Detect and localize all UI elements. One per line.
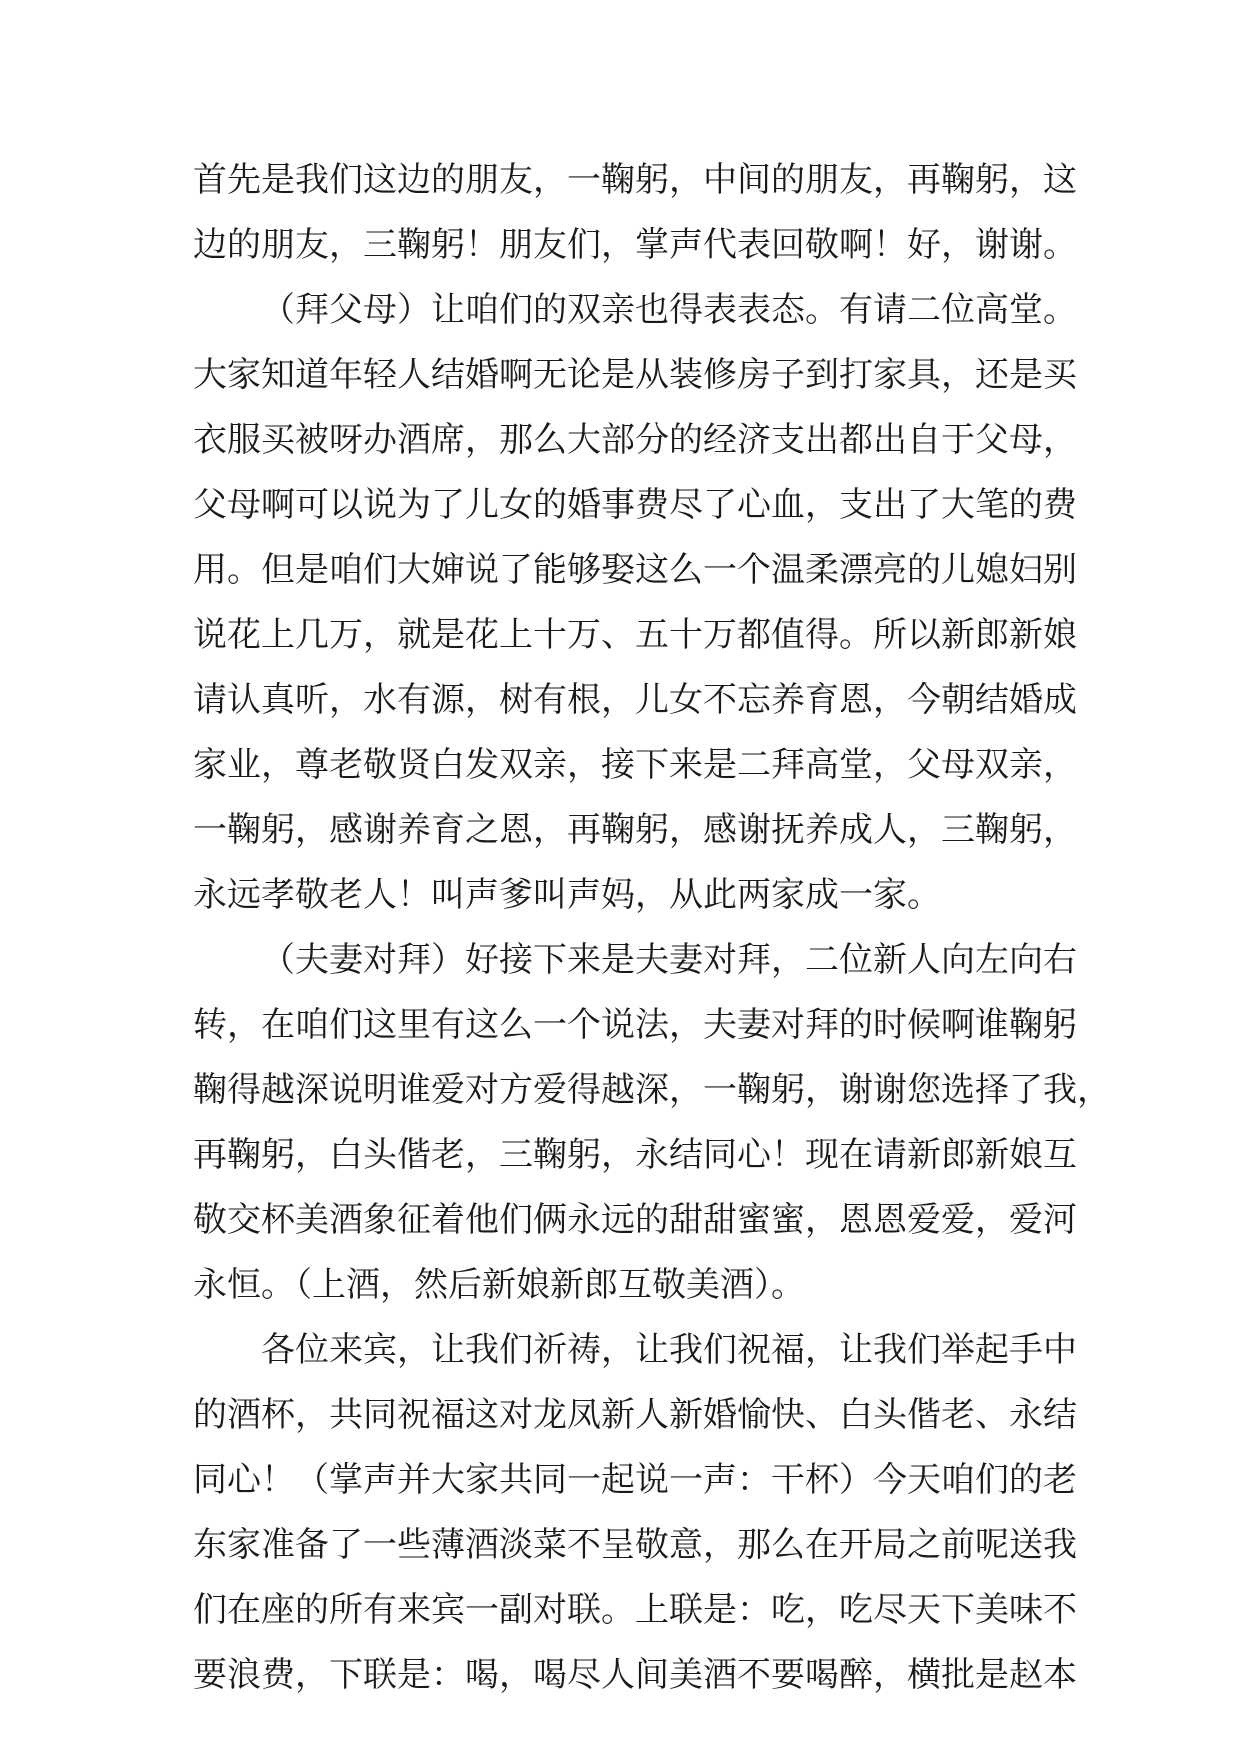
text-line: 的酒杯，共同祝福这对龙凤新人新婚愉快、白头偕老、永结 <box>193 1395 1077 1435</box>
text-line: 用。但是咱们大婶说了能够娶这么一个温柔漂亮的儿媳妇别 <box>193 550 1077 590</box>
text-line: 一鞠躬，感谢养育之恩，再鞠躬，感谢抚养成人，三鞠躬， <box>193 810 1077 850</box>
text-line: 同心！（掌声并大家共同一起说一声：干杯）今天咱们的老 <box>193 1460 1077 1500</box>
text-line: 要浪费，下联是：喝，喝尽人间美酒不要喝醉，横批是赵本 <box>193 1655 1077 1695</box>
text-line: 敬交杯美酒象征着他们俩永远的甜甜蜜蜜，恩恩爱爱，爱河 <box>193 1200 1077 1240</box>
text-line: 父母啊可以说为了儿女的婚事费尽了心血，支出了大笔的费 <box>193 485 1077 525</box>
paragraph-last-line: 永恒。（上酒，然后新娘新郎互敬美酒）。 <box>193 1265 805 1305</box>
text-line: 们在座的所有来宾一副对联。上联是：吃，吃尽天下美味不 <box>193 1590 1077 1630</box>
text-line: 首先是我们这边的朋友，一鞠躬，中间的朋友，再鞠躬，这 <box>193 160 1077 200</box>
text-line: 大家知道年轻人结婚啊无论是从装修房子到打家具，还是买 <box>193 355 1077 395</box>
paragraph-last-line: 永远孝敬老人！叫声爹叫声妈，从此两家成一家。 <box>193 875 941 915</box>
text-line: 再鞠躬，白头偕老，三鞠躬，永结同心！现在请新郎新娘互 <box>193 1135 1077 1175</box>
text-line: 请认真听，水有源，树有根，儿女不忘养育恩，今朝结婚成 <box>193 680 1077 720</box>
text-line: 转，在咱们这里有这么一个说法，夫妻对拜的时候啊谁鞠躬 <box>193 1005 1077 1045</box>
text-line: 说花上几万，就是花上十万、五十万都值得。所以新郎新娘 <box>193 615 1077 655</box>
document-body <box>193 148 1111 1708</box>
text-line: 家业，尊老敬贤白发双亲，接下来是二拜高堂，父母双亲， <box>193 745 1077 785</box>
text-line: 边的朋友，三鞠躬！朋友们，掌声代表回敬啊！好，谢谢。 <box>193 225 1077 265</box>
paragraph-first-line: 各位来宾，让我们祈祷，让我们祝福，让我们举起手中 <box>261 1330 1077 1370</box>
text-line: 东家准备了一些薄酒淡菜不呈敬意，那么在开局之前呢送我 <box>193 1525 1077 1565</box>
paragraph-first-line: （拜父母）让咱们的双亲也得表表态。有请二位高堂。 <box>261 290 1077 330</box>
text-line: 鞠得越深说明谁爱对方爱得越深，一鞠躬，谢谢您选择了我， <box>193 1070 1111 1110</box>
paragraph-first-line: （夫妻对拜）好接下来是夫妻对拜，二位新人向左向右 <box>261 940 1077 980</box>
text-line: 衣服买被呀办酒席，那么大部分的经济支出都出自于父母， <box>193 420 1077 460</box>
